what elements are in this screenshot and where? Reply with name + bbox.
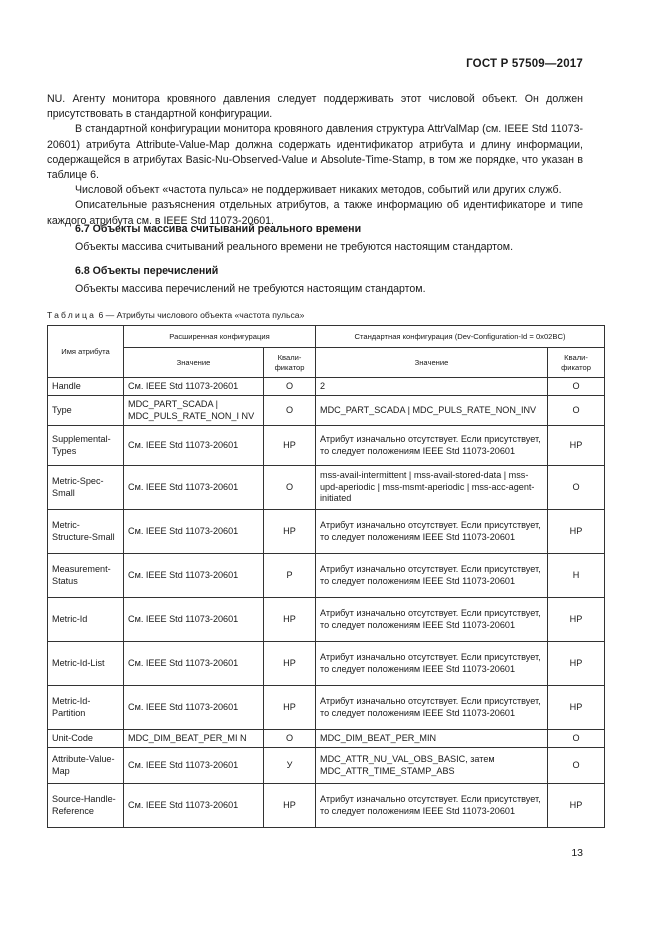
ext-value-cell: См. IEEE Std 11073-20601 xyxy=(124,378,264,396)
table-row xyxy=(48,642,605,686)
header-extended: Расширенная конфигурация xyxy=(124,326,316,348)
std-value-cell: MDC_DIM_BEAT_PER_MIN xyxy=(316,730,548,748)
attr-name-cell: Attribute-Value-Map xyxy=(48,748,124,784)
section-title: 6.7 Объекты массива считываний реального времени xyxy=(75,223,362,235)
table-caption-text: 6 — Атрибуты числового объекта «частота пульса» xyxy=(98,310,305,320)
ext-value-cell: См. IEEE Std 11073-20601 xyxy=(124,510,264,554)
section-6-8 xyxy=(47,264,583,297)
ext-value-cell: См. IEEE Std 11073-20601 xyxy=(124,642,264,686)
section-title: 6.8 Объекты перечислений xyxy=(75,265,219,277)
paragraph: Объекты массива считываний реального времени не требуются настоящим стандартом. xyxy=(75,241,514,254)
section-6-7 xyxy=(47,222,583,255)
header-value: Значение xyxy=(124,348,264,378)
std-value-cell: Атрибут изначально отсутствует. Если присутствует, то следует положениям IEEE Std 11073-20601 xyxy=(316,686,548,730)
table-row xyxy=(48,598,605,642)
ext-qualifier-cell: НР xyxy=(264,642,316,686)
std-value-cell: Атрибут изначально отсутствует. Если присутствует, то следует положениям IEEE Std 11073-20601 xyxy=(316,784,548,828)
std-value-cell: MDC_ATTR_NU_VAL_OBS_BASIC, затем MDC_ATTR_TIME_STAMP_ABS xyxy=(316,748,548,784)
std-value-cell: Атрибут изначально отсутствует. Если присутствует, то следует положениям IEEE Std 11073-20601 xyxy=(316,642,548,686)
std-value-cell: 2 xyxy=(316,378,548,396)
ext-value-cell: См. IEEE Std 11073-20601 xyxy=(124,554,264,598)
attr-name-cell: Metric-Id-List xyxy=(48,642,124,686)
table-row xyxy=(48,784,605,828)
ext-qualifier-cell: НР xyxy=(264,784,316,828)
ext-value-cell: См. IEEE Std 11073-20601 xyxy=(124,466,264,510)
table-row xyxy=(48,396,605,426)
std-value-cell: mss-avail-intermittent | mss-avail-stored-data | mss-upd-aperiodic | mss-msmt-aperiodic | mss-acc-agent-initiated xyxy=(316,466,548,510)
std-value-cell: Атрибут изначально отсутствует. Если присутствует, то следует положениям IEEE Std 11073-20601 xyxy=(316,426,548,466)
table-row xyxy=(48,748,605,784)
attr-name-cell: Metric-Id xyxy=(48,598,124,642)
attr-name-cell: Metric-Structure-Small xyxy=(48,510,124,554)
page-number: 13 xyxy=(571,847,583,859)
ext-qualifier-cell: O xyxy=(264,466,316,510)
paragraph: Объекты массива перечислений не требуются настоящим стандартом. xyxy=(75,283,426,296)
header-standard: Стандартная конфигурация (Dev-Configuration-Id = 0x02BC) xyxy=(316,326,605,348)
ext-value-cell: См. IEEE Std 11073-20601 xyxy=(124,784,264,828)
ext-value-cell: MDC_PART_SCADA | MDC_PULS_RATE_NON_I NV xyxy=(124,396,264,426)
header-qualifier: Квали-фикатор xyxy=(548,348,605,378)
ext-qualifier-cell: НР xyxy=(264,598,316,642)
std-qualifier-cell: НР xyxy=(548,510,605,554)
ext-qualifier-cell: Р xyxy=(264,554,316,598)
document-header: ГОСТ Р 57509—2017 xyxy=(466,58,583,70)
std-qualifier-cell: НР xyxy=(548,642,605,686)
std-value-cell: Атрибут изначально отсутствует. Если присутствует, то следует положениям IEEE Std 11073-20601 xyxy=(316,554,548,598)
header-qualifier: Квали-фикатор xyxy=(264,348,316,378)
table-body xyxy=(48,378,605,828)
table-row xyxy=(48,730,605,748)
table-row xyxy=(48,378,605,396)
std-qualifier-cell: НР xyxy=(548,426,605,466)
std-qualifier-cell: O xyxy=(548,396,605,426)
table-row xyxy=(48,554,605,598)
attr-name-cell: Measurement-Status xyxy=(48,554,124,598)
table-row xyxy=(48,426,605,466)
ext-qualifier-cell: O xyxy=(264,730,316,748)
std-qualifier-cell: НР xyxy=(548,598,605,642)
ext-qualifier-cell: O xyxy=(264,396,316,426)
attr-name-cell: Source-Handle-Reference xyxy=(48,784,124,828)
body-text-block xyxy=(47,92,583,229)
attr-name-cell: Handle xyxy=(48,378,124,396)
std-qualifier-cell: O xyxy=(548,730,605,748)
table-caption-label: Таблица xyxy=(47,310,97,320)
ext-qualifier-cell: НР xyxy=(264,510,316,554)
std-value-cell: MDC_PART_SCADA | MDC_PULS_RATE_NON_INV xyxy=(316,396,548,426)
table-row xyxy=(48,510,605,554)
std-qualifier-cell: O xyxy=(548,748,605,784)
attr-name-cell: Metric-Id-Partition xyxy=(48,686,124,730)
std-value-cell: Атрибут изначально отсутствует. Если присутствует, то следует положениям IEEE Std 11073-20601 xyxy=(316,510,548,554)
table-caption xyxy=(47,310,304,320)
std-qualifier-cell: O xyxy=(548,378,605,396)
paragraph: Числовой объект «частота пульса» не поддерживает никаких методов, событий или других служб. xyxy=(75,184,562,197)
attr-name-cell: Metric-Spec-Small xyxy=(48,466,124,510)
std-value-cell: Атрибут изначально отсутствует. Если присутствует, то следует положениям IEEE Std 11073-20601 xyxy=(316,598,548,642)
ext-qualifier-cell: O xyxy=(264,378,316,396)
table-row xyxy=(48,686,605,730)
std-qualifier-cell: O xyxy=(548,466,605,510)
attributes-table xyxy=(47,325,605,828)
table-row xyxy=(48,466,605,510)
ext-value-cell: См. IEEE Std 11073-20601 xyxy=(124,686,264,730)
paragraph: NU. Агенту монитора кровяного давления следует поддерживать этот числовой объект. Он должен присутствовать в стандартной конфигурации. xyxy=(47,93,583,121)
ext-qualifier-cell: НР xyxy=(264,686,316,730)
ext-value-cell: См. IEEE Std 11073-20601 xyxy=(124,598,264,642)
attr-name-cell: Unit-Code xyxy=(48,730,124,748)
attr-name-cell: Supplemental-Types xyxy=(48,426,124,466)
paragraph: В стандартной конфигурации монитора кровяного давления структура AttrValMap (см. IEEE Std 11073-20601) атрибута Attribute-Value-Map должна содержать идентификатор атрибута и длину информации, содержащейся в атрибутах Basic-Nu-Observed-Value и Absolute-Time-Stamp, в том же порядке, что указан в таблице 6. xyxy=(47,123,583,182)
std-qualifier-cell: Н xyxy=(548,554,605,598)
std-qualifier-cell: НР xyxy=(548,686,605,730)
attr-name-cell: Type xyxy=(48,396,124,426)
ext-value-cell: См. IEEE Std 11073-20601 xyxy=(124,426,264,466)
ext-value-cell: MDC_DIM_BEAT_PER_MI N xyxy=(124,730,264,748)
ext-qualifier-cell: У xyxy=(264,748,316,784)
header-attr-name: Имя атрибута xyxy=(48,326,124,378)
ext-value-cell: См. IEEE Std 11073-20601 xyxy=(124,748,264,784)
header-value: Значение xyxy=(316,348,548,378)
ext-qualifier-cell: НР xyxy=(264,426,316,466)
std-qualifier-cell: НР xyxy=(548,784,605,828)
paragraph: Описательные разъяснения отдельных атрибутов, а также информацию об идентификаторе и типе каждого атрибута см. в IEEE Std 11073-20601. xyxy=(47,199,583,227)
